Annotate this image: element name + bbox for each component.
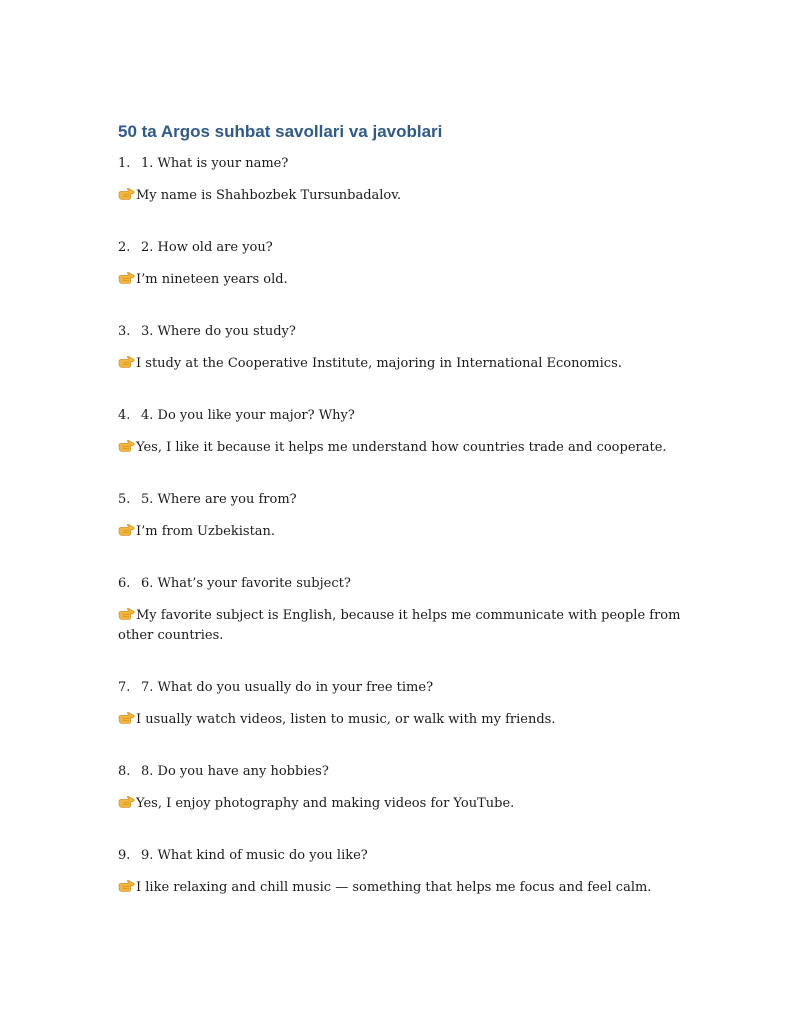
answer-text: My favorite subject is English, because it helps me communicate with people from other countries. [118, 608, 681, 643]
question-text: 4. Do you like your major? Why? [141, 408, 355, 423]
answer-text: Yes, I enjoy photography and making videos for YouTube. [136, 796, 515, 811]
hand-pointing-right-icon [118, 607, 135, 619]
hand-pointing-right-icon [118, 879, 135, 891]
question-text: 5. Where are you from? [141, 492, 297, 507]
answer [118, 878, 718, 898]
question [118, 322, 718, 342]
list-number: 3. [118, 324, 131, 339]
qa-item [118, 154, 718, 206]
hand-pointing-right-icon [118, 355, 135, 367]
answer [118, 186, 718, 206]
list-number: 7. [118, 680, 131, 695]
question [118, 238, 718, 258]
hand-pointing-right-icon [118, 795, 135, 807]
question-text: 6. What’s your favorite subject? [141, 576, 351, 591]
answer-text: My name is Shahbozbek Tursunbadalov. [136, 188, 402, 203]
qa-item [118, 406, 718, 458]
hand-pointing-right-icon [118, 439, 135, 451]
qa-item [118, 322, 718, 374]
question-text: 8. Do you have any hobbies? [141, 764, 329, 779]
qa-item [118, 678, 718, 730]
question [118, 154, 718, 174]
hand-pointing-right-icon [118, 187, 135, 199]
qa-item [118, 238, 718, 290]
document-title: 50 ta Argos suhbat savollari va javoblari [118, 122, 443, 141]
list-number: 2. [118, 240, 131, 255]
list-number: 9. [118, 848, 131, 863]
question [118, 490, 718, 510]
list-number: 4. [118, 408, 131, 423]
answer-text: I’m nineteen years old. [136, 272, 288, 287]
list-number: 5. [118, 492, 131, 507]
list-number: 1. [118, 156, 131, 171]
answer [118, 354, 718, 374]
question [118, 762, 718, 782]
hand-pointing-right-icon [118, 271, 135, 283]
hand-pointing-right-icon [118, 523, 135, 535]
question-text: 3. Where do you study? [141, 324, 296, 339]
answer-text: I usually watch videos, listen to music, or walk with my friends. [136, 712, 556, 727]
answer-text: I’m from Uzbekistan. [136, 524, 276, 539]
answer [118, 710, 718, 730]
document-page [118, 120, 718, 930]
answer [118, 522, 718, 542]
answer-text: Yes, I like it because it helps me understand how countries trade and cooperate. [136, 440, 667, 455]
question-text: 2. How old are you? [141, 240, 273, 255]
answer-text: I like relaxing and chill music — something that helps me focus and feel calm. [136, 880, 652, 895]
question-text: 9. What kind of music do you like? [141, 848, 368, 863]
hand-pointing-right-icon [118, 711, 135, 723]
list-number: 8. [118, 764, 131, 779]
qa-item [118, 490, 718, 542]
qa-item [118, 762, 718, 814]
question-text: 1. What is your name? [141, 156, 289, 171]
question [118, 574, 718, 594]
list-number: 6. [118, 576, 131, 591]
qa-item [118, 846, 718, 898]
question-text: 7. What do you usually do in your free time? [141, 680, 434, 695]
answer [118, 438, 718, 458]
answer [118, 270, 718, 290]
qa-item [118, 574, 718, 646]
question [118, 678, 718, 698]
qa-list [118, 154, 718, 898]
answer [118, 794, 718, 814]
question [118, 406, 718, 426]
answer-text: I study at the Cooperative Institute, majoring in International Economics. [136, 356, 622, 371]
question [118, 846, 718, 866]
answer [118, 606, 718, 646]
